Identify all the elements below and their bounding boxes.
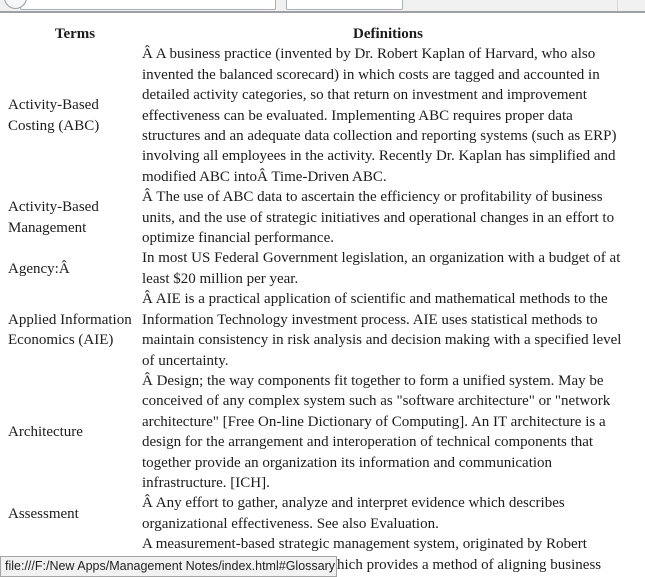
table-row	[8, 248, 634, 289]
term-cell: Architecture	[8, 423, 83, 440]
glossary-table	[8, 24, 634, 575]
search-box-partial[interactable]	[286, 0, 403, 10]
address-bar-partial[interactable]	[20, 0, 276, 10]
term-cell: Agency:Â	[8, 260, 70, 277]
definition-cell: Â Any effort to gather, analyze and interpret evidence which describes organizational effectiveness. See also Evaluation.	[142, 495, 565, 532]
status-bar-url-tooltip: file:///F:/New Apps/Management Notes/index.html#Glossary	[0, 556, 337, 577]
definition-line-1: A measurement-based strategic management system, originated by Robert	[142, 536, 587, 553]
definition-cell: Â AIE is a practical application of scientific and mathematical methods to the Information Technology investment process. AIE uses statistical methods to maintain consistency in risk analysis and decision making with a specified level of uncertainty.	[142, 291, 622, 369]
browser-toolbar-partial	[0, 0, 645, 11]
page-content	[0, 13, 645, 577]
glossary-header-row	[8, 24, 634, 44]
term-cell: Assessment	[8, 505, 79, 522]
terms-column-header: Terms	[54, 26, 96, 42]
term-cell: Applied Information Economics (AIE)	[8, 311, 132, 349]
definitions-column-header: Definitions	[352, 26, 423, 42]
definition-cell: Â The use of ABC data to ascertain the efficiency or profitability of business units, and the use of strategic initiatives and operational changes in an effort to optimize financial performance.	[142, 189, 615, 247]
definition-cell: Â A business practice (invented by Dr. Robert Kaplan of Harvard, who also invented the balanced scorecard) in which costs are tagged and accounted in detailed activity categories, so that return on investment and improvement effectiveness can be evaluated. Implementing ABC requires proper data structures and an adequate data collection and reporting systems (such as ERP) involving all employees in the activity. Recently Dr. Kaplan has simplified and modified ABC intoÂ Time-Driven ABC.	[142, 46, 617, 185]
table-row	[8, 493, 634, 534]
definition-cell: Â Design; the way components fit together to form a unified system. May be conceived of any complex system such as "software architecture" or "network architecture" [Free On-line Dictionary of Computing]. An IT architecture is a design for the arrangement and interoperation of technical components that together provide an organization its information and communication infrastructure. [ICH].	[142, 372, 611, 491]
table-row	[8, 187, 634, 248]
table-row	[8, 289, 634, 371]
toolbar-separator	[617, 0, 618, 11]
term-cell: Activity-Based Costing (ABC)	[8, 97, 100, 134]
definition-cell: In most US Federal Government legislation, an organization with a budget of at least $20 million per year.	[142, 250, 621, 287]
term-cell: Activity-Based Management	[8, 199, 99, 236]
table-row	[8, 44, 634, 187]
definition-line-2-visible-fragment: hich provides a method of aligning business	[337, 556, 602, 573]
table-row	[8, 371, 634, 493]
